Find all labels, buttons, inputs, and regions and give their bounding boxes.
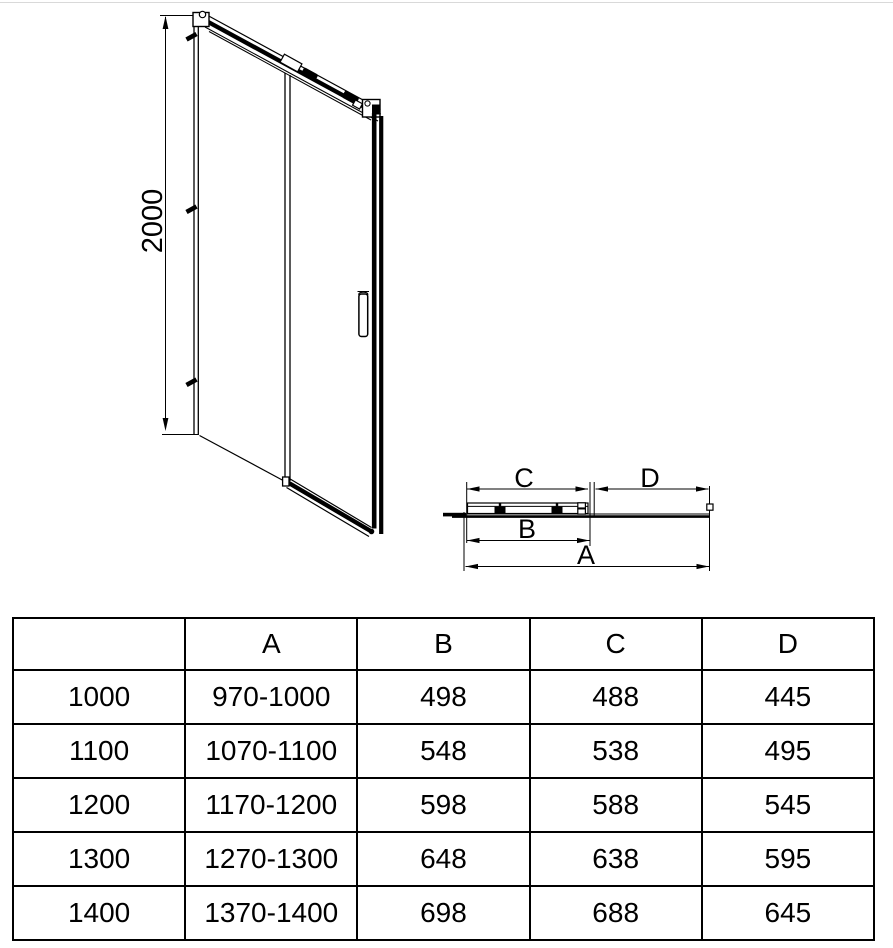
table-row	[13, 724, 874, 778]
plan-roller-left	[495, 507, 506, 514]
table-cell: 495	[702, 724, 874, 778]
dimension-d	[596, 463, 709, 493]
roller-left	[301, 67, 319, 82]
table-cell: 598	[357, 778, 529, 832]
top-right-rail-cap	[363, 100, 381, 118]
plan-wall-bracket-right	[707, 504, 713, 510]
table-header-cell	[13, 618, 185, 670]
table-header-row	[13, 618, 874, 670]
dimensions-table	[12, 617, 875, 941]
table-cell: 698	[357, 886, 529, 940]
dim-arrow-up	[163, 16, 169, 29]
height-dimension-label: 2000	[137, 188, 169, 254]
plan-seal-bracket-top	[578, 503, 586, 508]
top-left-rail-cap	[193, 11, 209, 26]
bottom-rail-left-cap	[283, 477, 289, 486]
table-cell: 688	[530, 886, 702, 940]
table-cell: 1200	[13, 778, 185, 832]
wall-bracket-tab-middle	[187, 207, 197, 213]
dim-label-c: C	[514, 463, 534, 493]
plan-view	[443, 463, 713, 571]
plan-roller-right	[552, 507, 563, 514]
table-cell: 548	[357, 724, 529, 778]
dim-label-d: D	[640, 463, 660, 493]
dimension-b	[467, 514, 590, 544]
table-cell: 545	[702, 778, 874, 832]
table-cell: 498	[357, 670, 529, 724]
dimension-c	[467, 463, 588, 493]
table-cell: 538	[530, 724, 702, 778]
bottom-rail-right-cap	[369, 529, 375, 535]
dimension-a	[466, 540, 710, 570]
table-cell: 645	[702, 886, 874, 940]
table-row	[13, 832, 874, 886]
table-cell: 970-1000	[185, 670, 357, 724]
plan-door-assembly	[443, 503, 713, 517]
table-row	[13, 886, 874, 940]
dim-label-a: A	[576, 540, 596, 570]
plan-seal-bracket-bottom	[578, 509, 586, 514]
height-dimension	[137, 16, 198, 435]
door-handle	[358, 292, 370, 337]
wall-bracket-tab-bottom	[187, 380, 197, 386]
table-row	[13, 670, 874, 724]
front-view	[137, 11, 381, 536]
table-cell: 1400	[13, 886, 185, 940]
table-cell: 1070-1100	[185, 724, 357, 778]
bottom-rail	[283, 477, 375, 537]
table-header-cell: D	[702, 618, 874, 670]
dim-arrow-down	[163, 418, 169, 431]
table-header-cell: C	[530, 618, 702, 670]
table-cell: 445	[702, 670, 874, 724]
table-cell: 1100	[13, 724, 185, 778]
table-cell: 638	[530, 832, 702, 886]
glass-bottom-edge	[200, 436, 286, 482]
table-cell: 488	[530, 670, 702, 724]
table-header-cell: A	[185, 618, 357, 670]
table-cell: 1370-1400	[185, 886, 357, 940]
dim-label-b: B	[517, 514, 537, 544]
plan-wall-profile-left	[443, 513, 466, 517]
table-cell: 588	[530, 778, 702, 832]
table-cell: 1170-1200	[185, 778, 357, 832]
table-cell: 648	[357, 832, 529, 886]
table-cell: 1270-1300	[185, 832, 357, 886]
wall-bracket-tab-top	[187, 34, 197, 40]
table-header-cell: B	[357, 618, 529, 670]
table-cell: 1000	[13, 670, 185, 724]
table-cell: 595	[702, 832, 874, 886]
plan-sliding-panel	[468, 503, 589, 514]
table-cell: 1300	[13, 832, 185, 886]
table-row	[13, 778, 874, 832]
